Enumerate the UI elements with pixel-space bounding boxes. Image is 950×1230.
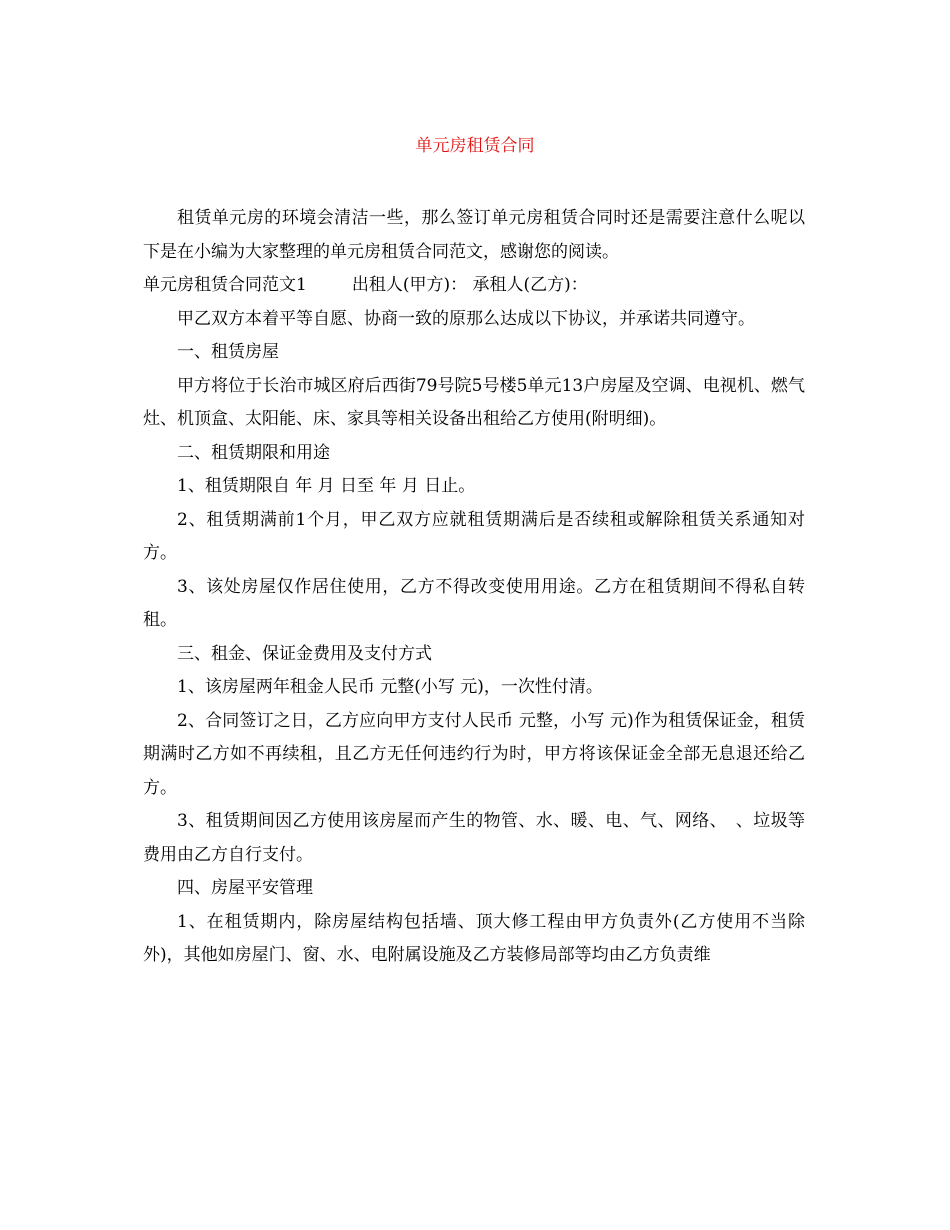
section-2-item-2: 2、租赁期满前1个月，甲乙双方应就租赁期满后是否续租或解除租赁关系通知对方。 (143, 509, 805, 563)
section-3-item-1: 1、该房屋两年租金人民币 元整(小写 元)，一次性付清。 (177, 677, 603, 697)
parties-line: 出租人(甲方)： 承租人(乙方)： (351, 275, 588, 295)
section-1-text: 甲方将位于长治市城区府后西街79号院5号楼5单元13户房屋及空调、电视机、燃气灶、机顶盒、太阳能、床、家具等相关设备出租给乙方使用(附明细)。 (143, 375, 805, 429)
intro-paragraph: 租赁单元房的环境会清洁一些，那么签订单元房租赁合同时还是需要注意什么呢以下是在小编为大家整理的单元房租赁合同范文，感谢您的阅读。 (143, 208, 805, 262)
section-3-item-2: 2、合同签订之日，乙方应向甲方支付人民币 元整，小写 元)作为租赁保证金，租赁期满时乙方如不再续租，且乙方无任何违约行为时，甲方将该保证金全部无息退还给乙方。 (143, 710, 805, 798)
section-3-item-3: 3、租赁期间因乙方使用该房屋而产生的物管、水、暖、电、气、网络、 、垃圾等费用由乙方自行支付。 (143, 811, 805, 865)
sample-heading: 单元房租赁合同范文1 (143, 275, 307, 295)
section-heading-1: 一、租赁房屋 (177, 342, 279, 362)
document-title: 单元房租赁合同 (415, 136, 535, 156)
section-4-item-1: 1、在租赁期内，除房屋结构包括墙、顶大修工程由甲方负责外(乙方使用不当除外)，其他如房屋门、窗、水、电附属设施及乙方装修局部等均由乙方负责维 (143, 911, 805, 965)
section-2-item-1: 1、租赁期限自 年 月 日至 年 月 日止。 (177, 476, 476, 496)
section-heading-4: 四、房屋平安管理 (177, 878, 313, 898)
section-heading-2: 二、租赁期限和用途 (177, 442, 330, 463)
sample-heading-line (143, 269, 805, 303)
agreement-paragraph: 甲乙双方本着平等自愿、协商一致的原那么达成以下协议，并承诺共同遵守。 (177, 308, 755, 329)
document-body (143, 202, 805, 973)
section-heading-3: 三、租金、保证金费用及支付方式 (177, 643, 432, 664)
section-2-item-3: 3、该处房屋仅作居住使用，乙方不得改变使用用途。乙方在租赁期间不得私自转租。 (143, 576, 805, 630)
